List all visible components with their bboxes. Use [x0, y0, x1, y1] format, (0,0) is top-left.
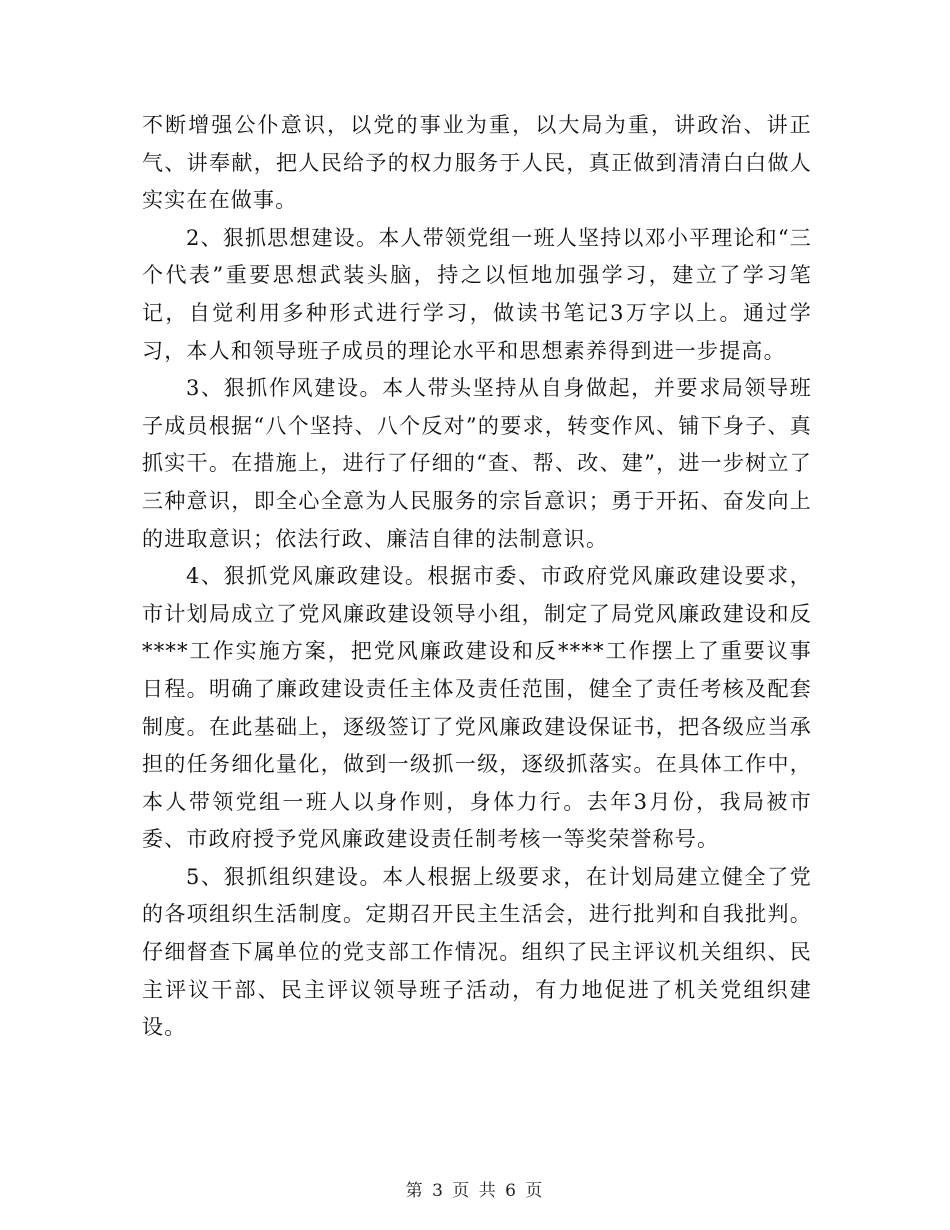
paragraph-1: 不断增强公仆意识，以党的事业为重，以大局为重，讲政治、讲正气、讲奉献，把人民给予的权力服务于人民，真正做到清清白白做人实实在在做事。 [142, 113, 812, 213]
paragraph-2-thought-building: 2、狠抓思想建设。本人带领党组一班人坚持以邓小平理论和“三个代表”重要思想武装头脑，持之以恒地加强学习，建立了学习笔记，自觉利用多种形式进行学习，做读书笔记3万字以上。通过学习，本人和领导班子成员的理论水平和思想素养得到进一步提高。 [142, 225, 812, 363]
paragraph-4-clean-government: 4、狠抓党风廉政建设。根据市委、市政府党风廉政建设要求，市计划局成立了党风廉政建设领导小组，制定了局党风廉政建设和反****工作实施方案，把党风廉政建设和反****工作摆上了重要议事日程。明确了廉政建设责任主体及责任范围，健全了责任考核及配套制度。在此基础上，逐级签订了党风廉政建设保证书，把各级应当承担的任务细化量化，做到一级抓一级，逐级抓落实。在具体工作中，本人带领党组一班人以身作则，身体力行。去年3月份，我局被市委、市政府授予党风廉政建设责任制考核一等奖荣誉称号。 [142, 564, 812, 852]
document-body [142, 107, 812, 1047]
page-number-footer: 第 3 页 共 6 页 [405, 1181, 545, 1201]
paragraph-5-organization-building: 5、狠抓组织建设。本人根据上级要求，在计划局建立健全了党的各项组织生活制度。定期召开民主生活会，进行批判和自我批判。仔细督查下属单位的党支部工作情况。组织了民主评议机关组织、民主评议干部、民主评议领导班子活动，有力地促进了机关党组织建设。 [142, 864, 812, 1040]
paragraph-3-style-building: 3、狠抓作风建设。本人带头坚持从自身做起，并要求局领导班子成员根据“八个坚持、八个反对”的要求，转变作风、铺下身子、真抓实干。在措施上，进行了仔细的“查、帮、改、建”，进一步树立了三种意识，即全心全意为人民服务的宗旨意识；勇于开拓、奋发向上的进取意识；依法行政、廉洁自律的法制意识。 [142, 376, 812, 551]
